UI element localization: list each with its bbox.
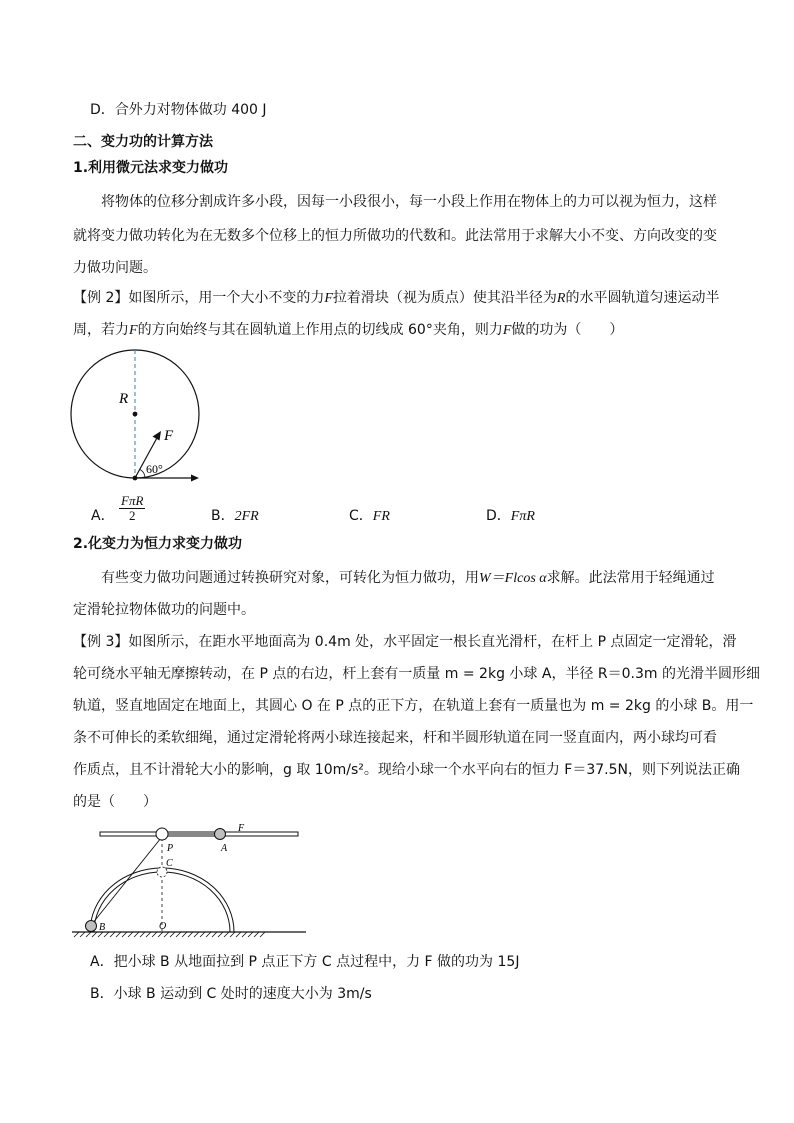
option-value: 2FR: [234, 509, 259, 524]
prev-option-d: D．合外力对物体做功 400 J: [90, 102, 267, 118]
example2-option-b[interactable]: [211, 506, 259, 527]
example2-tag: 【例 2】: [73, 290, 129, 306]
work-formula: W＝Flcos α: [479, 571, 547, 586]
tangent-arrowhead: [191, 475, 199, 482]
label-f: F: [238, 823, 245, 834]
center-point: [133, 412, 138, 417]
label-p: P: [167, 843, 174, 854]
label-o: O: [159, 921, 167, 932]
example3-line-3: 轨道，竖直地固定在地面上，其圆心 O 在 P 点的正下方，在轨道上套有一质量也为 m = 2kg 的小球 B。用一: [73, 698, 754, 714]
math-f: F: [502, 323, 512, 338]
example3-line-1: [73, 632, 737, 652]
method1-para-line-2: 就将变力做功转化为在无数多个位移上的恒力所做功的代数和。此法常用于求解大小不变、方向改变的变: [73, 228, 717, 244]
angle-label: 60°: [146, 462, 163, 476]
fraction: [119, 494, 145, 523]
label-c: C: [166, 858, 173, 869]
example2-text: 拉着滑块（视为质点）使其沿半径为: [332, 290, 557, 306]
example3-option-a[interactable]: A．把小球 B 从地面拉到 P 点正下方 C 点过程中，力 F 做的功为 15J: [90, 954, 520, 970]
example3-line-2: 轮可绕水平轴无摩擦转动，在 P 点的右边，杆上套有一质量 m = 2kg 小球 A，半径 R＝0.3m 的光滑半圆形细: [73, 666, 760, 682]
section-title: 二、变力功的计算方法: [73, 134, 213, 150]
math-r: R: [556, 291, 566, 306]
example2-text: 周，若力: [73, 322, 129, 338]
option-label: A．: [91, 508, 115, 524]
example3-line-4: 条不可伸长的柔软细绳，通过定滑轮将两小球连接起来，杆和半圆形轨道在同一竖直面内，两小球均可看: [73, 730, 717, 746]
option-label: C．: [349, 508, 373, 524]
example2-text: 的水平圆轨道匀速运动半: [565, 290, 720, 306]
method2-text: 求解。此法常用于轻绳通过: [546, 570, 715, 586]
example2-text: 做的功为（ ）: [511, 322, 624, 338]
example2-option-a[interactable]: [91, 492, 145, 526]
label-a: A: [221, 843, 228, 854]
method2-line-2: 定滑轮拉物体做功的问题中。: [73, 602, 255, 618]
example3-line-6: 的是（ ）: [73, 794, 157, 810]
example2-text: 的方向始终与其在圆轨道上作用点的切线成 60°夹角，则力: [137, 322, 503, 338]
example2-line-2: [73, 320, 623, 341]
method2-heading: 2.化变力为恒力求变力做功: [73, 536, 243, 552]
label-b: B: [99, 922, 106, 933]
rope-to-b: [92, 838, 161, 924]
option-value: FR: [372, 509, 390, 524]
example3-tag: 【例 3】: [73, 634, 129, 650]
radius-label: R: [119, 391, 129, 407]
pulley-semicircle-figure: [70, 820, 310, 942]
example2-option-c[interactable]: [349, 506, 390, 527]
example3-line-5: 作质点，且不计滑轮大小的影响，g 取 10m/s²。现给小球一个水平向右的恒力 F＝37.5N，则下列说法正确: [73, 762, 741, 778]
math-f: F: [324, 291, 333, 306]
ball-a: [215, 829, 226, 840]
method1-para-line-3: 力做功问题。: [73, 260, 157, 276]
method2-text: 有些变力做功问题通过转换研究对象，可转化为恒力做功，用: [101, 570, 479, 586]
example3-option-b[interactable]: B．小球 B 运动到 C 处时的速度大小为 3m/s: [90, 986, 372, 1002]
option-label: B．: [211, 508, 235, 524]
option-value: FπR: [510, 509, 535, 524]
example2-text: 如图所示，用一个大小不变的力: [128, 290, 325, 306]
fraction-denominator: 2: [128, 507, 136, 523]
method1-para-line-1: 将物体的位移分割成许多小段，因每一小段很小，每一小段上作用在物体上的力可以视为恒力，这样: [101, 194, 717, 210]
fraction-numerator: FπR: [121, 492, 144, 508]
method1-heading: 1.利用微元法求变力做功: [73, 160, 229, 176]
example2-option-d[interactable]: [486, 506, 535, 527]
circle-track-figure: [66, 348, 214, 488]
math-f: F: [129, 323, 138, 338]
force-label: F: [164, 428, 174, 444]
option-label: D．: [486, 508, 511, 524]
example3-text: 如图所示，在距水平地面高为 0.4m 处，水平固定一根长直光滑杆，在杆上 P 点固定一定滑轮，滑: [128, 634, 737, 650]
example2-line-1: [73, 288, 719, 309]
pulley: [156, 828, 168, 840]
ball-b: [86, 921, 97, 932]
method2-line-1: [101, 568, 715, 589]
